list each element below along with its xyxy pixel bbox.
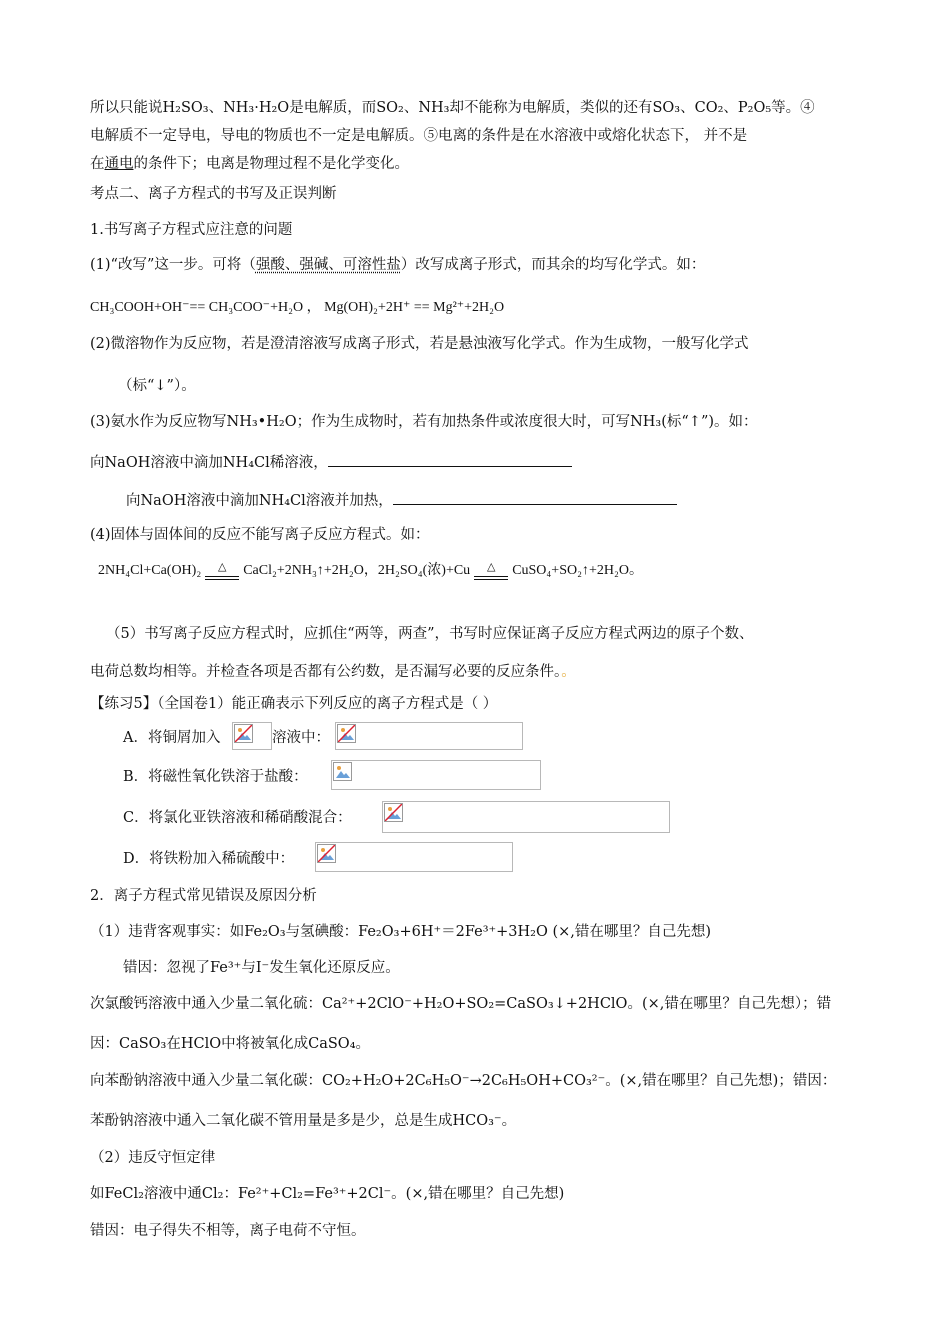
- image-placeholder: [335, 722, 523, 750]
- rule-1: [90, 255, 705, 275]
- error-1b: 次氯酸钙溶液中通入少量二氧化硫：Ca²⁺+2ClO⁻+H₂O+SO₂=CaSO₃↓+2HClO。(×,错在哪里？自己先想）；错: [90, 996, 832, 1012]
- delta-symbol: △: [217, 560, 227, 573]
- broken-image-icon: [317, 844, 336, 863]
- section-heading-kaodian2: 考点二、离子方程式的书写及正误判断: [90, 186, 337, 202]
- text-segment: ）改写成离子形式，而其余的均写化学式。如：: [400, 257, 706, 273]
- option-b-label: B．将磁性氧化铁溶于盐酸：: [123, 769, 308, 785]
- text-segment: 电荷总数均相等。并检查各项是否都有公约数，是否漏写必要的反应条件。: [90, 664, 562, 680]
- error-2-title: （2）违反守恒定律: [90, 1150, 216, 1166]
- broken-image-icon: [234, 724, 253, 743]
- error-2-example: 如FeCl₂溶液中通Cl₂：Fe²⁺+Cl₂=Fe³⁺+2Cl⁻。(×,错在哪里？自己先想): [90, 1186, 565, 1202]
- rule-5: （5）书写离子反应方程式时，应抓住“两等，两查”，书写时应保证离子反应方程式两边的原子个数、: [106, 626, 754, 642]
- rule-3: (3)氨水作为反应物写NH₃•H₂O；作为生成物时，若有加热条件或浓度很大时，可写NH₃(标“↑”)。如：: [90, 414, 758, 430]
- broken-image-icon: [333, 762, 352, 781]
- image-placeholder: [331, 760, 541, 790]
- text-mark: 。: [561, 664, 576, 680]
- section-2-title: 2．离子方程式常见错误及原因分析: [90, 888, 317, 904]
- broken-image-icon: [337, 724, 356, 743]
- image-placeholder: [315, 842, 513, 872]
- heat-condition-mark: [474, 560, 508, 579]
- question-2: [126, 490, 677, 511]
- equation-segment: 2NH₄Cl+Ca(OH)₂: [98, 563, 202, 578]
- question-text: 向NaOH溶液中滴加NH₄Cl稀溶液，: [90, 455, 328, 471]
- answer-blank[interactable]: [393, 490, 677, 505]
- error-1: （1）违背客观事实：如Fe₂O₃与氢碘酸：Fe₂O₃+6H⁺＝2Fe³⁺+3H₂O (×,错在哪里？自己先想): [90, 924, 712, 940]
- heat-condition-mark: [205, 560, 239, 579]
- error-1c: 向苯酚钠溶液中通入少量二氧化碳：CO₂+H₂O+2C₆H₅O⁻→2C₆H₅OH+CO₃²⁻。(×,错在哪里？自己先想)；错因：: [90, 1073, 837, 1089]
- question-text: 向NaOH溶液中滴加NH₄Cl溶液并加热，: [126, 493, 393, 509]
- exercise-5-title: 【练习5】（全国卷1）能正确表示下列反应的离子方程式是（ ）: [90, 696, 498, 712]
- option-d-label: D．将铁粉加入稀硫酸中：: [123, 851, 295, 867]
- equation-segment: CuSO₄+SO₂↑+2H₂O。: [512, 563, 643, 578]
- rule-2: (2)微溶物作为反应物，若是澄清溶液写成离子形式，若是悬浊液写化学式。作为生成物，一般写化学式: [90, 336, 749, 352]
- delta-symbol: △: [486, 560, 496, 573]
- text-segment: 在: [90, 156, 105, 172]
- equation-1: CH₃COOH+OH⁻== CH₃COO⁻+H₂O ， Mg(OH)₂+2H⁺ == Mg²⁺+2H₂O: [90, 300, 505, 315]
- option-a-label: A．将铜屑加入: [123, 730, 221, 746]
- emphasis-dotted: 强酸、强碱、可溶性盐: [255, 257, 401, 273]
- error-1b-reason: 因：CaSO₃在HClO中将被氧化成CaSO₄。: [90, 1036, 371, 1052]
- section-1-title: 1.书写离子方程式应注意的问题: [90, 222, 293, 238]
- text-segment: (1)“改写”这一步。可将（: [90, 257, 256, 273]
- question-1: [90, 452, 572, 473]
- equation-segment: CaCl₂+2NH₃↑+2H₂O，2H₂SO₄(浓)+Cu: [243, 563, 471, 578]
- error-1-reason: 错因：忽视了Fe³⁺与I⁻发生氧化还原反应。: [123, 960, 400, 976]
- rule-4: (4)固体与固体间的反应不能写离子反应方程式。如：: [90, 527, 430, 543]
- text-segment: 的条件下；电离是物理过程不是化学变化。: [133, 156, 409, 172]
- option-a-label-cont: 溶液中：: [272, 730, 330, 746]
- option-c-label: C．将氯化亚铁溶液和稀硝酸混合：: [123, 810, 352, 826]
- para1-line3: [90, 154, 409, 174]
- rule-2-cont: （标“↓”）。: [118, 378, 196, 394]
- underlined-term: 通电: [104, 156, 134, 172]
- rule-5-cont: [90, 662, 576, 682]
- error-2-reason: 错因：电子得失不相等，离子电荷不守恒。: [90, 1223, 366, 1239]
- para1-line1: 所以只能说H₂SO₃、NH₃·H₂O是电解质，而SO₂、NH₃却不能称为电解质，类似的还有SO₃、CO₂、P₂O₅等。④: [90, 100, 815, 116]
- answer-blank[interactable]: [328, 452, 572, 467]
- error-1c-reason: 苯酚钠溶液中通入二氧化碳不管用量是多是少，总是生成HCO₃⁻。: [90, 1113, 517, 1129]
- para1-line2: 电解质不一定导电，导电的物质也不一定是电解质。⑤电离的条件是在水溶液中或熔化状态下， 并不是: [90, 128, 748, 144]
- image-placeholder: [382, 801, 670, 833]
- broken-image-icon: [384, 803, 403, 822]
- equation-2: [98, 561, 643, 581]
